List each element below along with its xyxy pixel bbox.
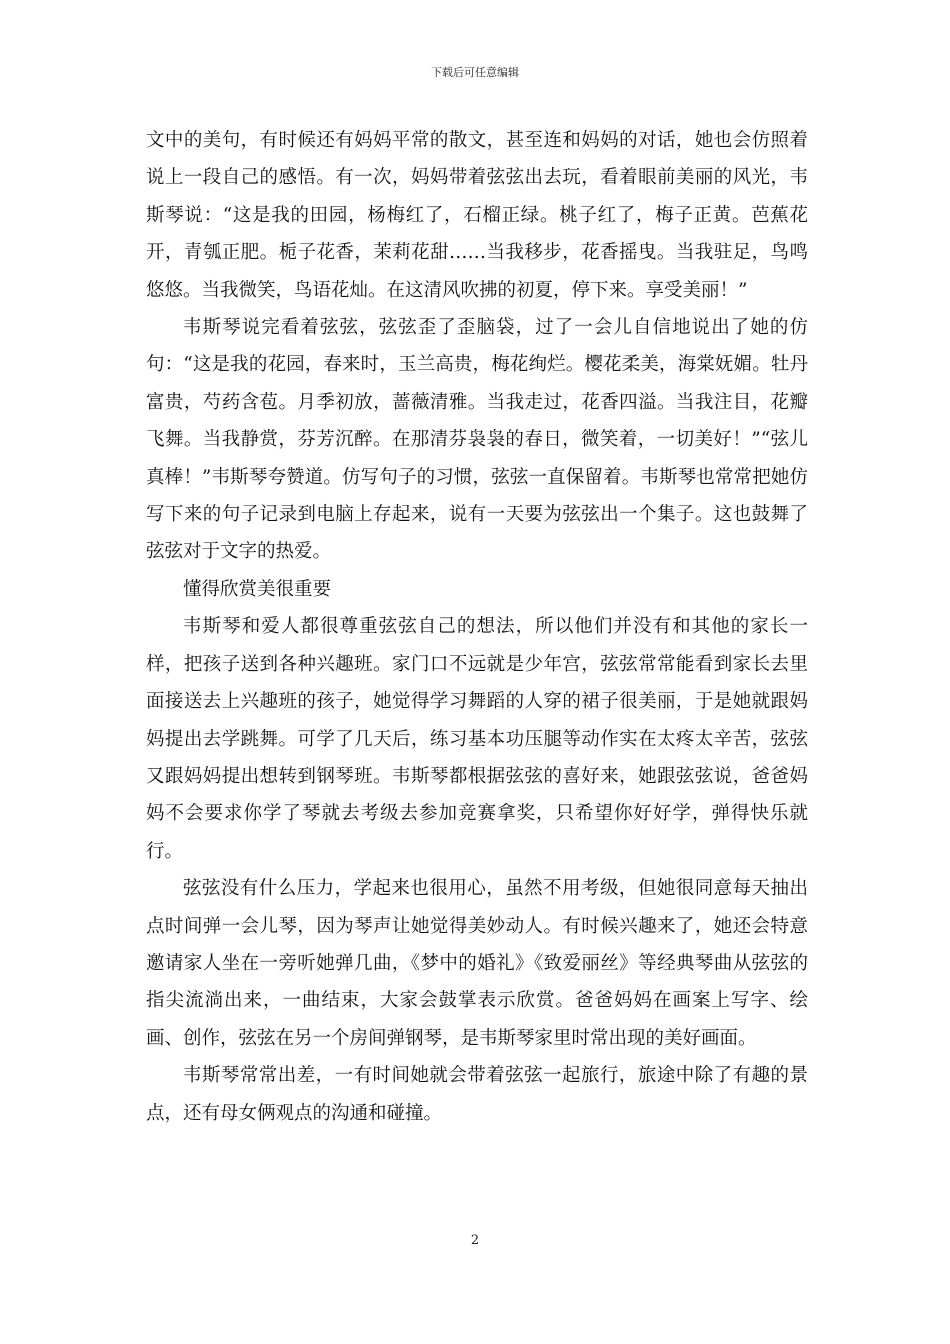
paragraph-5: 韦斯琴常常出差，一有时间她就会带着弦弦一起旅行，旅途中除了有趣的景点，还有母女俩观点的沟通和碰撞。 — [146, 1065, 808, 1124]
paragraph-3: 韦斯琴和爱人都很尊重弦弦自己的想法，所以他们并没有和其他的家长一样，把孩子送到各种兴趣班。家门口不远就是少年宫，弦弦常常能看到家长去里面接送去上兴趣班的孩子，她觉得学习舞蹈的人穿的裙子很美丽，于是她就跟妈妈提出去学跳舞。可学了几天后，练习基本功压腿等动作实在太疼太辛苦，弦弦又跟妈妈提出想转到钢琴班。韦斯琴都根据弦弦的喜好来，她跟弦弦说，爸爸妈妈不会要求你学了琴就去考级去参加竞赛拿奖，只希望你好好学，弹得快乐就行。 — [146, 616, 808, 862]
page-number: 2 — [470, 1233, 480, 1248]
paragraph-1: 文中的美句，有时候还有妈妈平常的散文，甚至连和妈妈的对话，她也会仿照着说上一段自己的感悟。有一次，妈妈带着弦弦出去玩，看着眼前美丽的风光，韦斯琴说：“这是我的田园，杨梅红了，石榴正绿。桃子红了，梅子正黄。芭蕉花开，青瓠正肥。栀子花香，茉莉花甜……当我移步，花香摇曳。当我驻足，鸟鸣悠悠。当我微笑，鸟语花灿。在这清风吹拂的初夏，停下来。享受美丽！” — [146, 130, 808, 301]
paragraph-2: 韦斯琴说完看着弦弦，弦弦歪了歪脑袋，过了一会儿自信地说出了她的仿句：“这是我的花园，春来时，玉兰高贵，梅花绚烂。樱花柔美，海棠妩媚。牡丹富贵，芍药含苞。月季初放，蔷薇清雅。当我走过，花香四溢。当我注目，花瓣飞舞。当我静赏，芬芳沉醉。在那清芬袅袅的春日，微笑着，一切美好！”“弦儿真棒！”韦斯琴夸赞道。仿写句子的习惯，弦弦一直保留着。韦斯琴也常常把她仿写下来的句子记录到电脑上存起来，说有一天要为弦弦出一个集子。这也鼓舞了弦弦对于文字的热爱。 — [146, 317, 808, 563]
paragraph-4: 弦弦没有什么压力，学起来也很用心，虽然不用考级，但她很同意每天抽出点时间弹一会儿琴，因为琴声让她觉得美妙动人。有时候兴趣来了，她还会特意邀请家人坐在一旁听她弹几曲，《梦中的婚礼》《致爱丽丝》等经典琴曲从弦弦的指尖流淌出来，一曲结束，大家会鼓掌表示欣赏。爸爸妈妈在画案上写字、绘画、创作，弦弦在另一个房间弹钢琴，是韦斯琴家里时常出现的美好画面。 — [146, 878, 808, 1049]
document-body — [146, 122, 808, 1132]
section-heading: 懂得欣赏美很重要 — [183, 578, 332, 600]
page-header: 下载后可任意编辑 — [431, 66, 519, 79]
